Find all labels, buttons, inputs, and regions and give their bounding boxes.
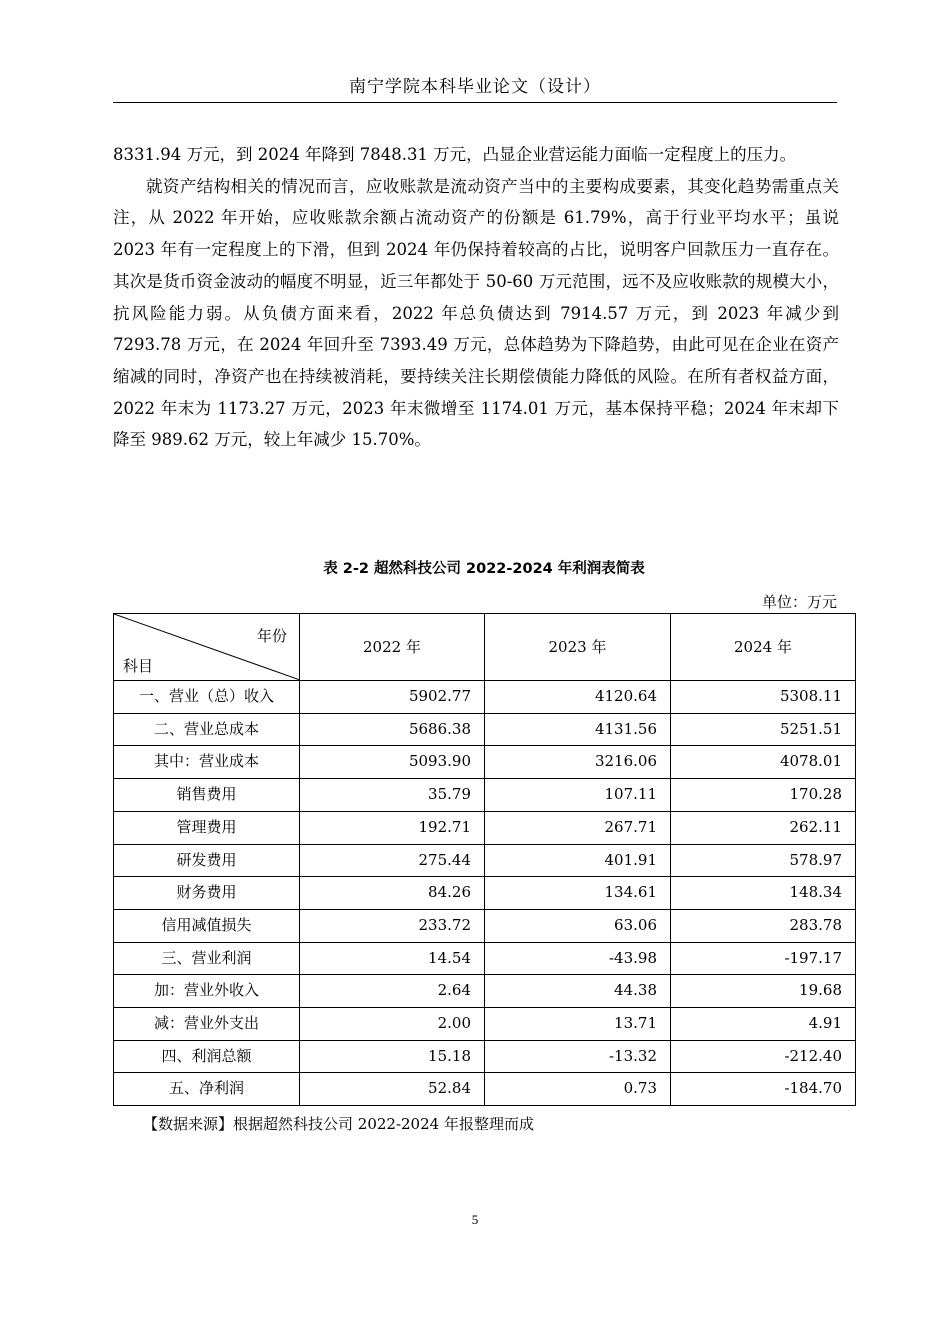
value-cell: 5093.90 xyxy=(300,746,485,779)
value-cell: -197.17 xyxy=(671,942,856,975)
table-row xyxy=(114,1040,856,1073)
value-cell: 44.38 xyxy=(485,975,671,1008)
paragraph: 8331.94 万元，到 2024 年降到 7848.31 万元，凸显企业营运能力面临一定程度上的压力。 xyxy=(113,145,797,164)
table-row xyxy=(114,877,856,910)
value-cell: 4120.64 xyxy=(485,681,671,714)
year-header: 2022 年 xyxy=(300,614,485,681)
row-label: 二、营业总成本 xyxy=(114,713,300,746)
table-row xyxy=(114,909,856,942)
table-row xyxy=(114,1008,856,1041)
table-row xyxy=(114,681,856,714)
table-row xyxy=(114,713,856,746)
value-cell: 15.18 xyxy=(300,1040,485,1073)
value-cell: 3216.06 xyxy=(485,746,671,779)
corner-column-label: 年份 xyxy=(256,627,287,645)
row-label: 五、净利润 xyxy=(114,1073,300,1106)
value-cell: 19.68 xyxy=(671,975,856,1008)
value-cell: 267.71 xyxy=(485,811,671,844)
table-row xyxy=(114,1073,856,1106)
value-cell: 4131.56 xyxy=(485,713,671,746)
value-cell: 84.26 xyxy=(300,877,485,910)
value-cell: 5308.11 xyxy=(671,681,856,714)
row-label: 信用减值损失 xyxy=(114,909,300,942)
value-cell: 4078.01 xyxy=(671,746,856,779)
value-cell: 192.71 xyxy=(300,811,485,844)
table-caption: 表 2-2 超然科技公司 2022-2024 年利润表简表 xyxy=(323,561,645,577)
row-label: 一、营业（总）收入 xyxy=(114,681,300,714)
data-source-note: 【数据来源】根据超然科技公司 2022-2024 年报整理而成 xyxy=(143,1115,534,1133)
row-label: 销售费用 xyxy=(114,779,300,812)
year-header: 2023 年 xyxy=(485,614,671,681)
row-label: 四、利润总额 xyxy=(114,1040,300,1073)
value-cell: 4.91 xyxy=(671,1008,856,1041)
value-cell: 14.54 xyxy=(300,942,485,975)
body-text xyxy=(113,139,839,456)
value-cell: 578.97 xyxy=(671,844,856,877)
row-label: 加：营业外收入 xyxy=(114,975,300,1008)
row-label: 研发费用 xyxy=(114,844,300,877)
value-cell: 5251.51 xyxy=(671,713,856,746)
paragraph: 就资产结构相关的情况而言，应收账款是流动资产当中的主要构成要素，其变化趋势需重点关注，从 2022 年开始，应收账款余额占流动资产的份额是 61.79%，高于行业平均水平；虽说 2023 年有一定程度上的下滑，但到 2024 年仍保持着较高的占比，说明客户回款压力一直存在。其次是货币资金波动的幅度不明显，近三年都处于 50-60 万元范围，远不及应收账款的规模大小，抗风险能力弱。从负债方面来看，2022 年总负债达到 7914.57 万元，到 2023 年减少到 7293.78 万元，在 2024 年回升至 7393.49 万元，总体趋势为下降趋势，由此可见在企业在资产缩减的同时，净资产也在持续被消耗，要持续关注长期偿债能力降低的风险。在所有者权益方面，2022 年末为 1173.27 万元，2023 年末微增至 1174.01 万元，基本保持平稳；2024 年末却下降至 989.62 万元，较上年减少 15.70%。 xyxy=(113,176,839,450)
value-cell: 5902.77 xyxy=(300,681,485,714)
page-number: 5 xyxy=(471,1212,479,1227)
row-label: 管理费用 xyxy=(114,811,300,844)
value-cell: 107.11 xyxy=(485,779,671,812)
value-cell: 13.71 xyxy=(485,1008,671,1041)
value-cell: 2.00 xyxy=(300,1008,485,1041)
value-cell: 35.79 xyxy=(300,779,485,812)
unit-label: 单位：万元 xyxy=(761,593,837,611)
value-cell: 275.44 xyxy=(300,844,485,877)
table-header-row xyxy=(114,614,856,681)
value-cell: 52.84 xyxy=(300,1073,485,1106)
row-label: 财务费用 xyxy=(114,877,300,910)
value-cell: 148.34 xyxy=(671,877,856,910)
value-cell: 5686.38 xyxy=(300,713,485,746)
diagonal-header-cell xyxy=(114,614,300,681)
value-cell: 262.11 xyxy=(671,811,856,844)
value-cell: 283.78 xyxy=(671,909,856,942)
value-cell: 0.73 xyxy=(485,1073,671,1106)
page-header: 南宁学院本科毕业论文（设计） xyxy=(113,72,837,103)
value-cell: 401.91 xyxy=(485,844,671,877)
value-cell: -212.40 xyxy=(671,1040,856,1073)
table-row xyxy=(114,975,856,1008)
value-cell: 2.64 xyxy=(300,975,485,1008)
year-header: 2024 年 xyxy=(671,614,856,681)
value-cell: 134.61 xyxy=(485,877,671,910)
value-cell: 233.72 xyxy=(300,909,485,942)
corner-row-label: 科目 xyxy=(123,657,154,675)
value-cell: -184.70 xyxy=(671,1073,856,1106)
table-row xyxy=(114,779,856,812)
value-cell: -13.32 xyxy=(485,1040,671,1073)
table-row xyxy=(114,811,856,844)
row-label: 其中：营业成本 xyxy=(114,746,300,779)
value-cell: 170.28 xyxy=(671,779,856,812)
row-label: 三、营业利润 xyxy=(114,942,300,975)
table-row xyxy=(114,942,856,975)
value-cell: -43.98 xyxy=(485,942,671,975)
table-row xyxy=(114,746,856,779)
table-row xyxy=(114,844,856,877)
income-statement-table xyxy=(113,613,856,1106)
value-cell: 63.06 xyxy=(485,909,671,942)
row-label: 减：营业外支出 xyxy=(114,1008,300,1041)
